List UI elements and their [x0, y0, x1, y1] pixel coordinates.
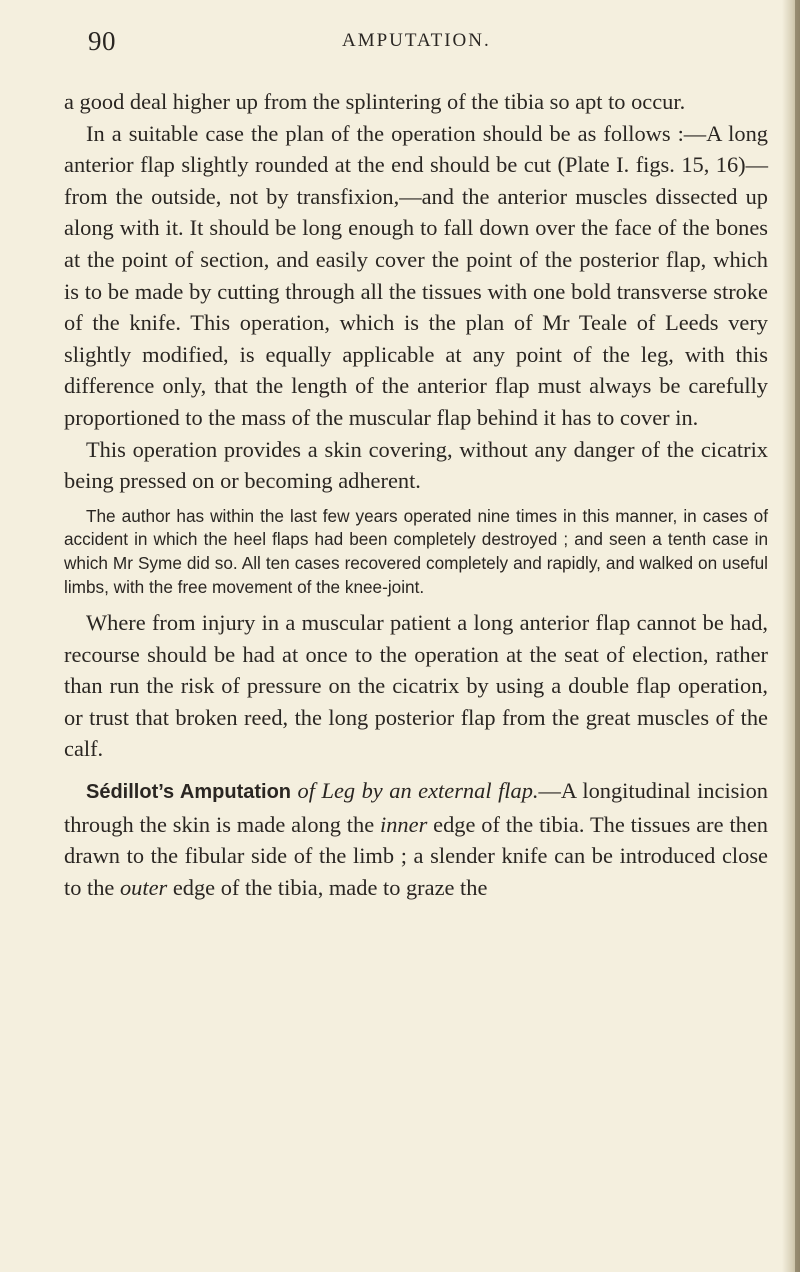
author-note: The author has within the last few years operated nine times in this manner, in cases of accident in which the heel flaps had been completely destroyed ; and seen a tenth case in which Mr Syme did so. All ten cases recovered completely and rapidly, and walked on useful limbs, with the free movement of the knee-joint. — [64, 505, 768, 597]
paragraph-skin-covering: This operation provides a skin covering, without any danger of the cicatrix being pressed on or becoming adherent. — [64, 436, 768, 494]
page-body — [64, 86, 768, 903]
page-number: 90 — [88, 26, 116, 56]
paragraph-sedillot-amputation — [64, 775, 768, 903]
sedillot-text-3: edge of the tibia, made to graze the — [167, 874, 488, 900]
sedillot-italic-outer: outer — [119, 874, 168, 900]
page-header — [0, 24, 800, 64]
paragraph-operation-plan: In a suitable case the plan of the operation should be as follows :—A long anterior flap slightly rounded at the end should be cut (Plate I. figs. 15, 16)—from the outside, not by transfixion,—and the anterior muscles dissected up along with it. It should be long enough to fall down over the face of the bones at the point of section, and easily cover the point of the posterior flap, which is to be made by cutting through all the tissues with one bold transverse stroke of the knife. This operation, which is the plan of Mr Teale of Leeds very slightly modified, is equally applicable at any point of the leg, with this difference only, that the length of the anterior flap must always be carefully proportioned to the mass of the muscular flap behind it has to cover in. — [64, 120, 768, 430]
sedillot-text-1: —A longitudinal incision through the skin is made along the — [64, 778, 768, 837]
paragraph-continued: a good deal higher up from the splintering of the tibia so apt to occur. — [64, 89, 686, 114]
paragraph-injury-recourse: Where from injury in a muscular patient a long anterior flap cannot be had, recourse should be had at once to the operation at the seat of election, rather than run the risk of pressure on the cicatrix by using a double flap operation, or trust that broken reed, the long posterior flap from the great muscles of the calf. — [64, 610, 768, 762]
sedillot-heading: Sédillot’s Amputation — [86, 781, 292, 804]
sedillot-text-2: edge of the tibia. The tissues are then drawn to the fibular side of the limb ; a slender knife can be introduced close to the — [64, 811, 768, 900]
sedillot-heading-italic: of Leg by an external flap. — [297, 778, 539, 804]
running-head: AMPUTATION. — [342, 30, 491, 51]
sedillot-italic-inner: inner — [380, 811, 428, 837]
page-edge — [795, 0, 800, 1272]
